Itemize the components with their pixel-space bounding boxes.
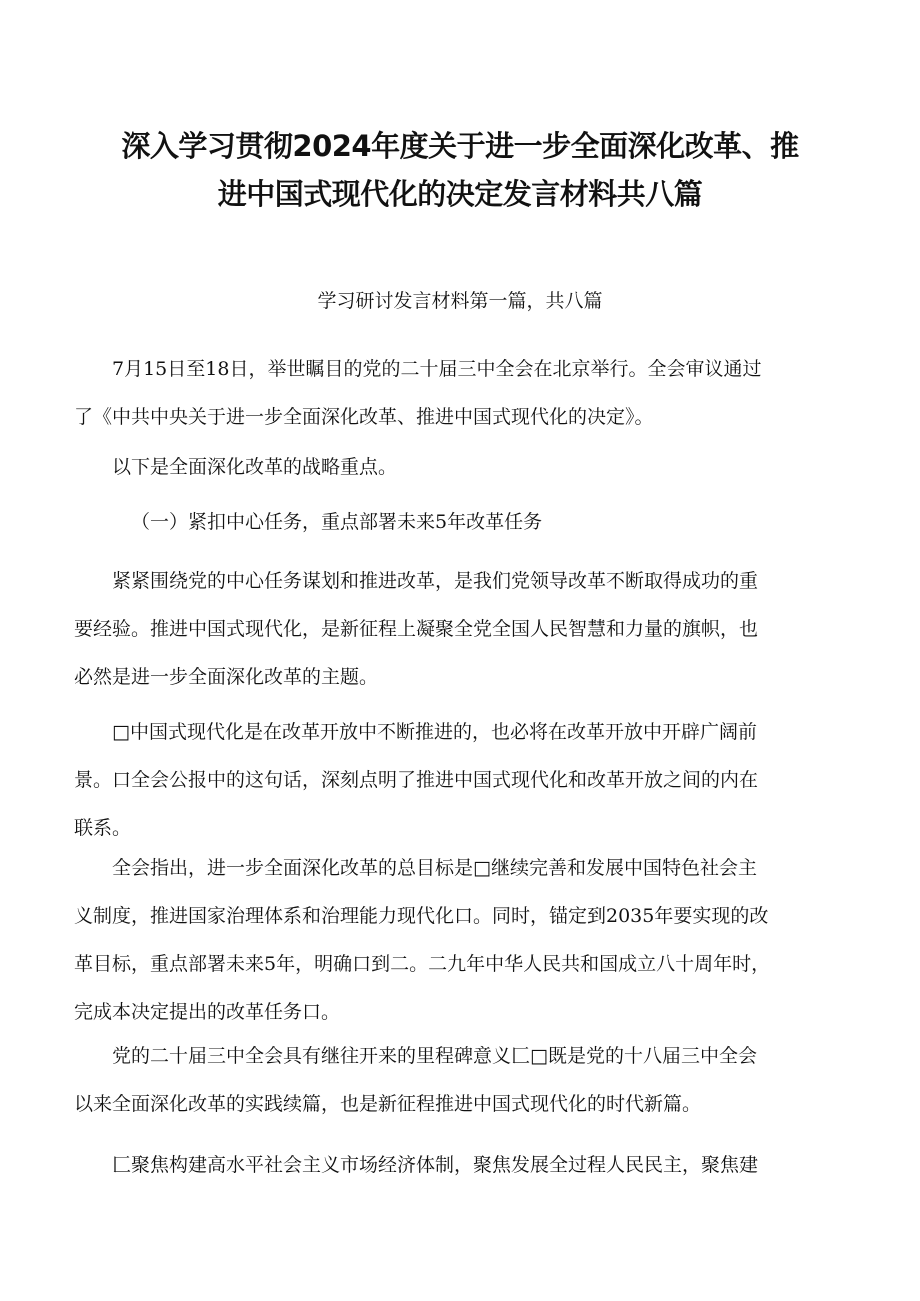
paragraph-4 [74, 708, 858, 852]
paragraph-line: 要经验。推进中国式现代化，是新征程上凝聚全党全国人民智慧和力量的旗帜，也 [74, 618, 759, 640]
document-title [60, 122, 860, 218]
paragraph-line: 完成本决定提出的改革任务口。 [74, 1001, 341, 1023]
section-heading-1 [74, 498, 858, 546]
paragraph-line: 景。口全会公报中的这句话，深刻点明了推进中国式现代化和改革开放之间的内在 [74, 769, 759, 791]
paragraph-line: □中国式现代化是在改革开放中不断推进的，也必将在改革开放中开辟广阔前 [112, 721, 757, 743]
section-heading-line: （一）紧扣中心任务，重点部署未来5年改革任务 [131, 511, 543, 533]
paragraph-1 [74, 345, 858, 441]
paragraph-line: 党的二十届三中全会具有继往开来的里程碑意义匚□既是党的十八届三中全会 [112, 1045, 757, 1067]
paragraph-2 [74, 443, 858, 491]
paragraph-line: 联系。 [74, 817, 132, 839]
document-subtitle: 学习研讨发言材料第一篇，共八篇 [317, 290, 603, 312]
paragraph-6 [74, 1032, 858, 1128]
document-title-line-1: 深入学习贯彻2024年度关于进一步全面深化改革、推 [121, 129, 799, 163]
paragraph-line: 全会指出，进一步全面深化改革的总目标是□继续完善和发展中国特色社会主 [112, 857, 757, 879]
paragraph-line: 革目标，重点部署未来5年，明确口到二。二九年中华人民共和国成立八十周年时， [74, 953, 771, 975]
paragraph-line: 了《中共中央关于进一步全面深化改革、推进中国式现代化的决定》。 [74, 406, 654, 428]
paragraph-line: 7月15日至18日，举世瞩目的党的二十届三中全会在北京举行。全会审议通过 [112, 358, 762, 380]
document-title-line-2: 进中国式现代化的决定发言材料共八篇 [217, 177, 703, 211]
paragraph-7 [74, 1141, 858, 1189]
paragraph-line: 紧紧围绕党的中心任务谋划和推进改革，是我们党领导改革不断取得成功的重 [112, 570, 759, 592]
paragraph-3 [74, 557, 858, 701]
paragraph-line: 必然是进一步全面深化改革的主题。 [74, 666, 379, 688]
paragraph-line: 以来全面深化改革的实践续篇，也是新征程推进中国式现代化的时代新篇。 [74, 1093, 702, 1115]
paragraph-line: 匚聚焦构建高水平社会主义市场经济体制，聚焦发展全过程人民民主，聚焦建 [112, 1154, 759, 1176]
paragraph-line: 以下是全面深化改革的战略重点。 [112, 456, 398, 478]
paragraph-5 [74, 844, 858, 1036]
paragraph-line: 义制度，推进国家治理体系和治理能力现代化口。同时，锚定到2035年要实现的改 [74, 905, 769, 927]
